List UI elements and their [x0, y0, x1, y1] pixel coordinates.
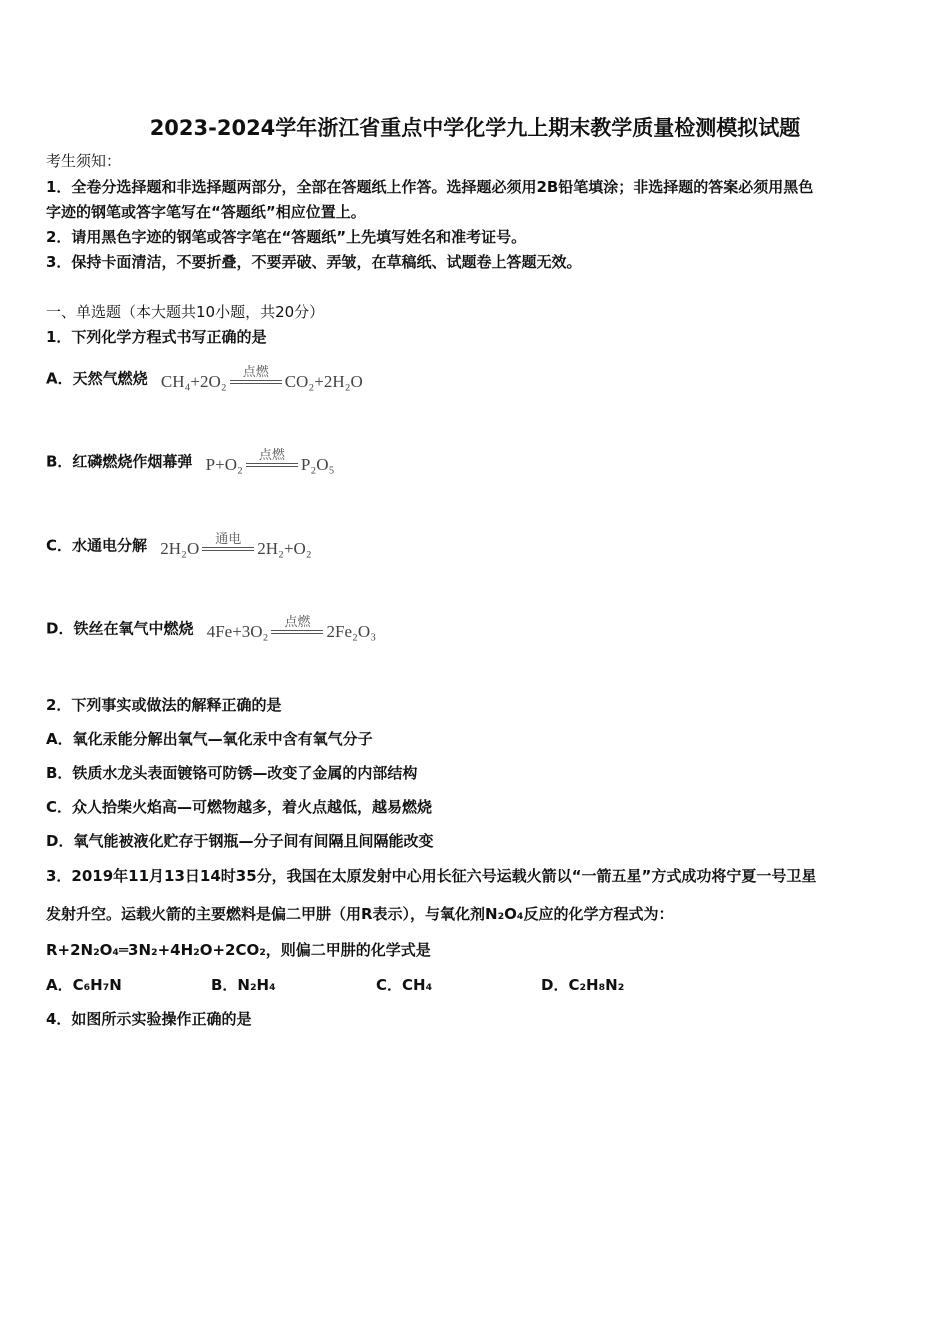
question-3-line: 发射升空。运载火箭的主要燃料是偏二甲肼（用R表示），与氧化剂N₂O₄反应的化学方程式为： [46, 905, 674, 923]
question-2-stem: 2．下列事实或做法的解释正确的是 [46, 696, 282, 714]
q3-option-d: D．C₂H₈N₂ [541, 976, 625, 994]
reactants: CH₄+2O₂ [160, 372, 227, 391]
section-heading: 一、单选题（本大题共10小题，共20分） [46, 303, 325, 321]
equation [160, 533, 311, 559]
question-1-stem: 1．下列化学方程式书写正确的是 [46, 328, 267, 346]
condition: 点燃 [242, 365, 269, 380]
products: P₂O₅ [300, 455, 335, 474]
equals-arrow [271, 616, 323, 642]
q1-option-c [46, 533, 312, 559]
notice-heading: 考生须知： [46, 152, 122, 170]
q3-option-c: C．CH₄ [376, 976, 433, 994]
reactants: P+O₂ [205, 455, 243, 474]
option-label: B．红磷燃烧作烟幕弹 [46, 452, 193, 471]
products: 2Fe₂O₃ [326, 622, 377, 641]
notice-line: 2．请用黑色字迹的钢笔或答字笔在“答题纸”上先填写姓名和准考证号。 [46, 228, 527, 246]
equals-arrow [230, 366, 282, 392]
question-3-line: R+2N₂O₄═3N₂+4H₂O+2CO₂，则偏二甲肼的化学式是 [46, 941, 431, 959]
notice-line: 3．保持卡面清洁，不要折叠，不要弄破、弄皱，在草稿纸、试题卷上答题无效。 [46, 253, 582, 271]
q1-option-a [46, 366, 363, 392]
equation [207, 616, 376, 642]
q3-option-a: A．C₆H₇N [46, 976, 122, 994]
condition: 通电 [215, 532, 242, 547]
condition: 点燃 [284, 615, 311, 630]
option-label: C．水通电分解 [46, 536, 148, 555]
question-4-stem: 4．如图所示实验操作正确的是 [46, 1010, 252, 1028]
q2-option: C．众人拾柴火焰高—可燃物越多，着火点越低，越易燃烧 [46, 798, 433, 816]
products: CO₂+2H₂O [284, 372, 363, 391]
q1-option-b [46, 449, 335, 475]
equation [161, 366, 363, 392]
q1-option-d [46, 616, 376, 642]
notice-line: 1．全卷分选择题和非选择题两部分，全部在答题纸上作答。选择题必须用2B铅笔填涂；非选择题的答案必须用黑色 [46, 178, 814, 196]
equals-arrow [202, 533, 254, 559]
reactants: 4Fe+3O₂ [206, 622, 269, 641]
question-3-line: 3．2019年11月13日14时35分，我国在太原发射中心用长征六号运载火箭以“一箭五星”方式成功将宁夏一号卫星 [46, 867, 817, 885]
reactants: 2H₂O [160, 539, 200, 558]
q2-option: B．铁质水龙头表面镀铬可防锈—改变了金属的内部结构 [46, 764, 418, 782]
q3-option-b: B．N₂H₄ [211, 976, 276, 994]
equation [206, 449, 335, 475]
q2-option: D．氧气能被液化贮存于钢瓶—分子间有间隔且间隔能改变 [46, 832, 434, 850]
q3-options [46, 975, 706, 995]
option-label: A．天然气燃烧 [46, 369, 148, 388]
q2-option: A．氧化汞能分解出氧气—氧化汞中含有氧气分子 [46, 730, 373, 748]
page-title: 2023-2024学年浙江省重点中学化学九上期末教学质量检测模拟试题 [149, 116, 801, 140]
equals-arrow [246, 449, 298, 475]
products: 2H₂+O₂ [257, 539, 312, 558]
option-label: D．铁丝在氧气中燃烧 [46, 619, 194, 638]
condition: 点燃 [258, 448, 285, 463]
notice-line: 字迹的钢笔或答字笔写在“答题纸”相应位置上。 [46, 203, 366, 221]
